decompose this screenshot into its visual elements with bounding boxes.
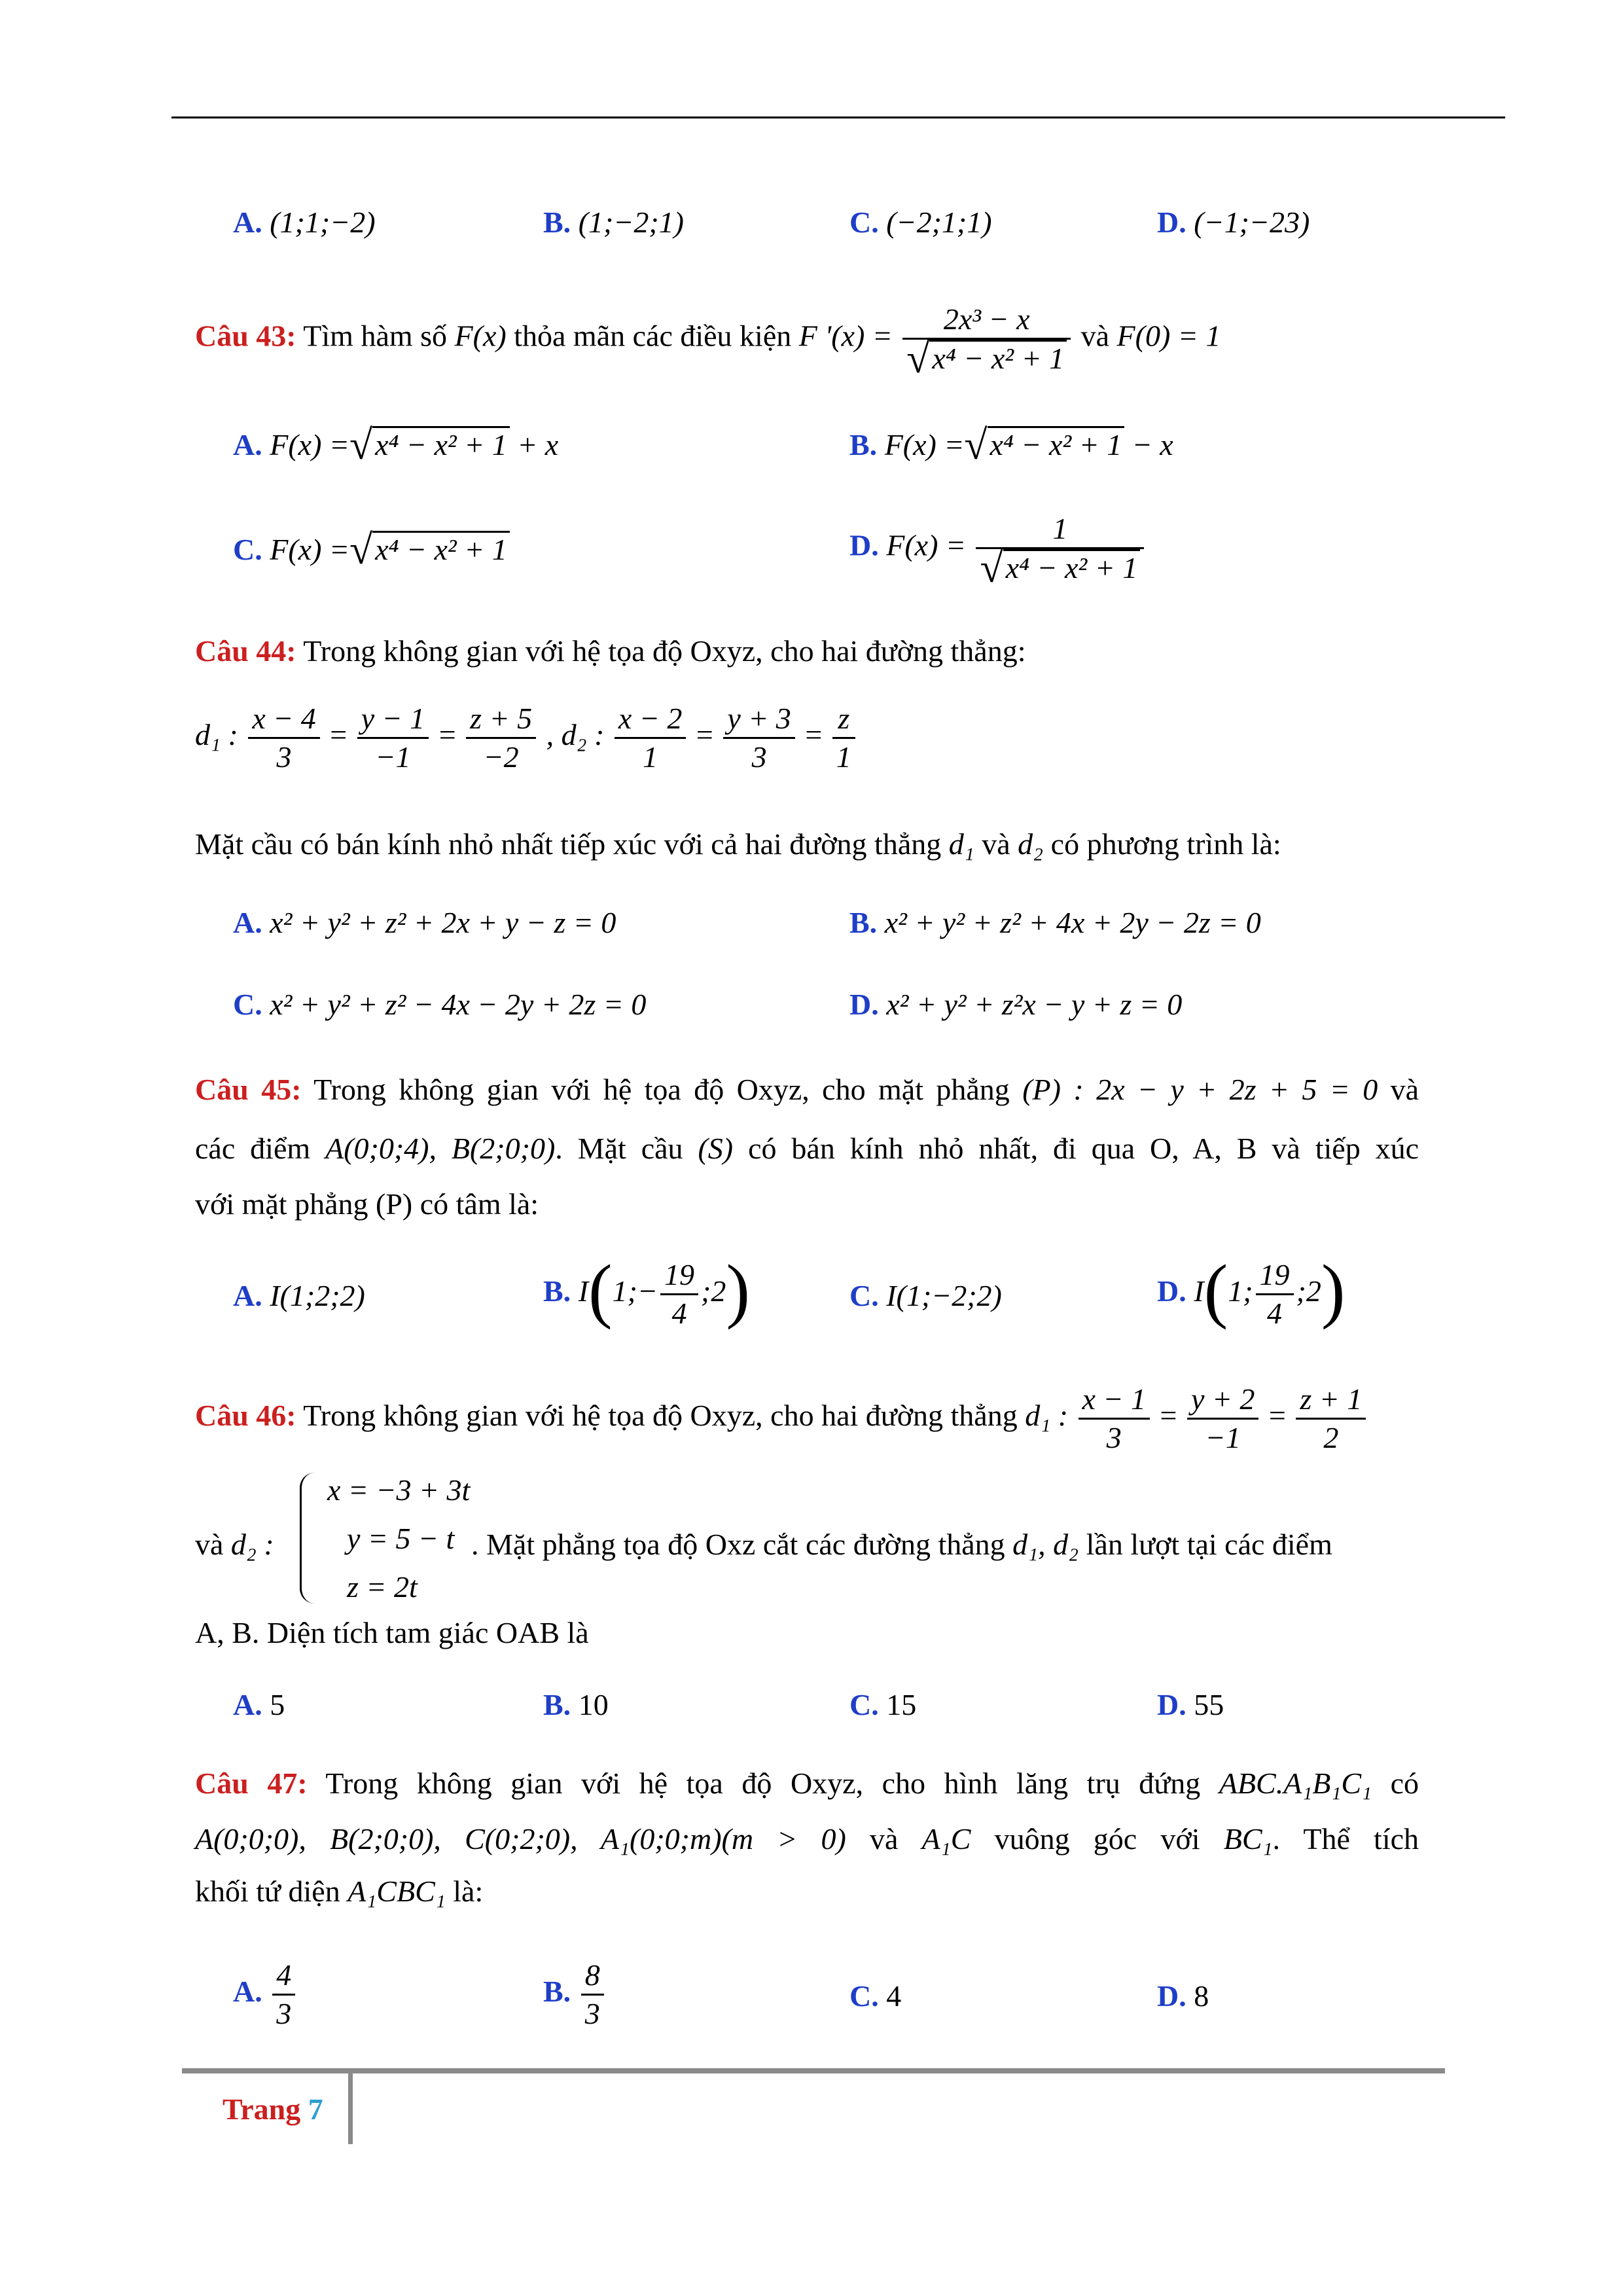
system-brace — [300, 1473, 315, 1604]
footer-divider — [348, 2073, 353, 2144]
q46-line-2: . Mặt phẳng tọa độ Oxz cắt các đường thẳng d₁, d₂ lần lượt tại các điểm — [471, 1528, 1332, 1561]
q43-option-a[interactable]: A. F(x) =√x⁴ − x² + 1 + x — [233, 422, 559, 468]
q47-option-a[interactable]: A. $\frac{4}{3}$ — [233, 1957, 298, 2032]
q43-derivative-fraction: $\frac{\text{2x³ − x}}{\text{√x⁴ − x² + 1}}$ — [902, 301, 1071, 377]
q42-option-c[interactable]: C. (−2;1;1) — [849, 206, 992, 239]
q44-prompt: Mặt cầu có bán kính nhỏ nhất tiếp xúc với cả hai đường thẳng d₁ và d₂ có phương trình là: — [195, 827, 1281, 861]
q46-option-a[interactable]: A. 5 — [233, 1688, 285, 1721]
q47-line-3: khối tứ diện A₁CBC₁ là: — [195, 1874, 484, 1908]
q44-option-c[interactable]: C. x² + y² + z² − 4x − 2y + 2z = 0 — [233, 988, 647, 1021]
sqrt-icon: √ — [349, 422, 373, 468]
q46-option-b[interactable]: B. 10 — [543, 1688, 609, 1721]
q46-option-c[interactable]: C. 15 — [849, 1688, 917, 1721]
q47-option-b[interactable]: B. $\frac{8}{3}$ — [543, 1957, 607, 2032]
header-rule — [171, 117, 1505, 118]
q46-line-3: A, B. Diện tích tam giác OAB là — [195, 1616, 589, 1649]
q42-option-d[interactable]: D. (−1;−23) — [1157, 206, 1310, 239]
q45-line-2: các điểm A(0;0;4), B(2;0;0). Mặt cầu (S) có bán kính nhỏ nhất, đi qua O, A, B và tiếp xúc — [195, 1132, 1419, 1165]
q46-option-d[interactable]: D. 55 — [1157, 1688, 1224, 1721]
q46-and: và d₂ : — [195, 1528, 274, 1561]
sqrt-icon: √ — [906, 335, 930, 382]
sqrt-icon: √ — [980, 545, 1003, 591]
q47-line-2: A(0;0;0), B(2;0;0), C(0;2;0), A₁(0;0;m)(m > 0) và A₁C vuông góc với BC₁. Thể tích — [195, 1822, 1419, 1856]
q47-option-d[interactable]: D. 8 — [1157, 1979, 1209, 2013]
q42-option-b[interactable]: B. (1;−2;1) — [543, 206, 685, 239]
q46-line-1: Câu 46: Trong không gian với hệ tọa độ Oxyz, cho hai đường thẳng d₁ : $\frac{x - 1}{3}$ = $\frac{y + 2}{-1}$ = $\frac{z + 1}{2}$ — [195, 1381, 1368, 1456]
q45-line-1: Câu 45: Trong không gian với hệ tọa độ Oxyz, cho mặt phẳng (P) : 2x − y + 2z + 5 = 0 và — [195, 1073, 1419, 1106]
q45-option-c[interactable]: C. I(1;−2;2) — [849, 1279, 1002, 1312]
q45-option-b[interactable]: B. I(1;− $\frac{19}{4}$ ;2) — [543, 1257, 750, 1332]
q45-line-3: với mặt phẳng (P) có tâm là: — [195, 1187, 539, 1221]
q45-option-d[interactable]: D. I(1; $\frac{19}{4}$ ;2) — [1157, 1257, 1346, 1332]
sqrt-icon: √ — [964, 422, 988, 468]
sqrt-icon: √ — [349, 526, 373, 573]
q44-option-b[interactable]: B. x² + y² + z² + 4x + 2y − 2z = 0 — [849, 906, 1261, 939]
q47-line-1: Câu 47: Trong không gian với hệ tọa độ Oxyz, cho hình lăng trụ đứng ABC.A₁B₁C₁ có — [195, 1767, 1419, 1800]
q47-option-c[interactable]: C. 4 — [849, 1979, 902, 2013]
q45-option-a[interactable]: A. I(1;2;2) — [233, 1279, 365, 1312]
page-number: Trang 7 — [223, 2092, 323, 2126]
q44-option-d[interactable]: D. x² + y² + z²x − y + z = 0 — [849, 988, 1183, 1021]
q43-stem: Câu 43: Tìm hàm số F(x) thỏa mãn các điều kiện F '(x) = $\frac{\text{2x³ − x}}{\text{√x⁴ − x² + 1}}$ và F(0) = 1 — [195, 302, 1221, 382]
q42-option-a[interactable]: A. (1;1;−2) — [233, 206, 376, 239]
q43-option-d[interactable]: D. F(x) = $\frac{1}{\text{√x⁴ − x² + 1}}$ — [849, 511, 1147, 586]
q43-option-b[interactable]: B. F(x) =√x⁴ − x² + 1 − x — [849, 422, 1173, 468]
q44-stem: Câu 44: Trong không gian với hệ tọa độ Oxyz, cho hai đường thẳng: — [195, 634, 1026, 668]
q43-option-c[interactable]: C. F(x) =√x⁴ − x² + 1 — [233, 524, 510, 576]
q46-system: x = −3 + 3t y = 5 − t z = 2t — [327, 1473, 471, 1604]
footer-rule — [182, 2068, 1445, 2073]
q44-lines: d₁ : $\frac{x - 4}{3}$ = $\frac{y - 1}{-1}$ = $\frac{z + 5}{-2}$ , d₂ : $\frac{x - 2}{1}$ = $\frac{y + 3}{3}$ = $\frac{z}{1}$ — [195, 700, 858, 776]
q44-option-a[interactable]: A. x² + y² + z² + 2x + y − z = 0 — [233, 906, 616, 939]
